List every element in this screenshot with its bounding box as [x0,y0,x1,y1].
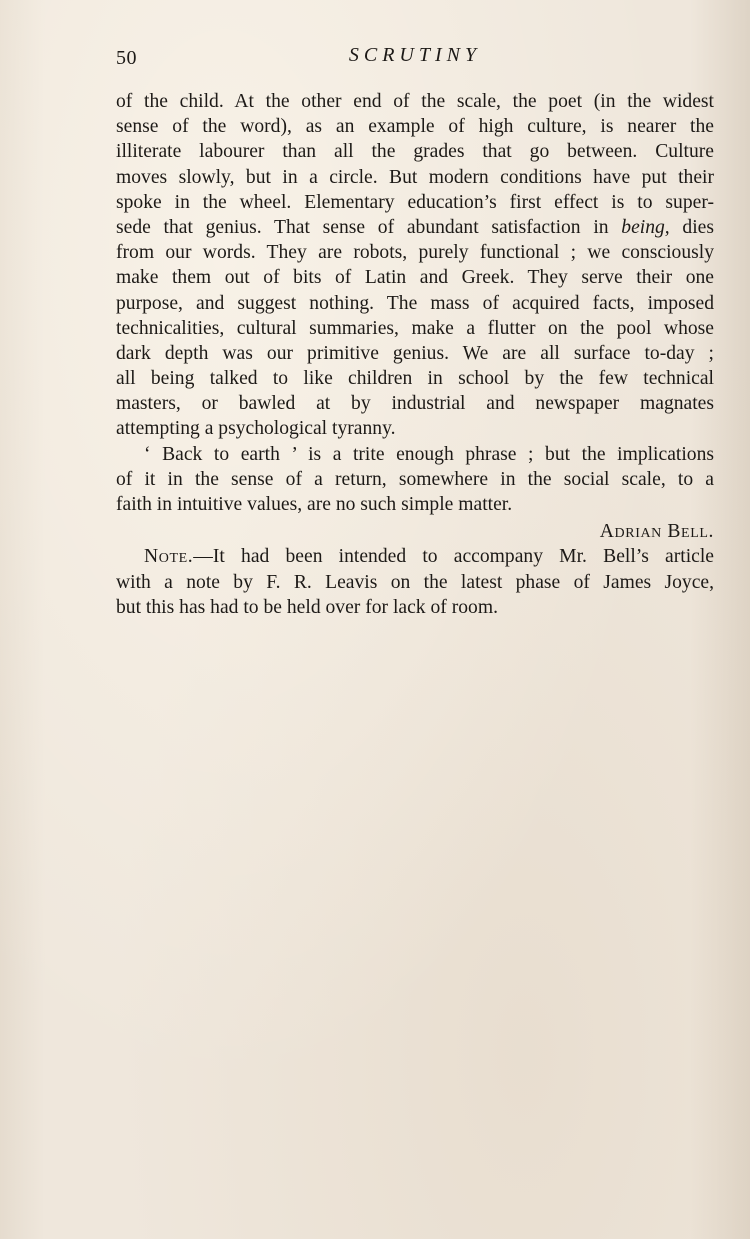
editorial-note [116,544,714,620]
text-line: ‘ Back to earth ’ is a trite enough phrase ; but the implications [144,443,714,465]
text-line: purpose, and suggest nothing. The mass of acquired facts, imposed [116,292,714,314]
italic-word: being, [621,216,670,238]
text-line: masters, or bawled at by industrial and newspaper magnates [116,393,714,415]
text-line: faith in intuitive values, are no such simple matter. [116,494,513,515]
text-line: all being talked to like children in school by the few technical [116,368,714,390]
text-line: with a note by F. R. Leavis on the latest phase of James Joyce, [116,571,714,593]
text-segment: sede that genius. That sense of abundant satisfaction in [116,216,622,238]
paragraph-back-to-earth [116,442,714,518]
text-line: sense of the word), as an example of high culture, is nearer the [116,116,714,138]
article-body [116,89,714,620]
paragraph-continuation [116,89,714,442]
text-segment: dies [669,216,714,238]
text-line [116,544,714,569]
text-line: technicalities, cultural summaries, make a flutter on the pool whose [116,317,714,339]
text-line: illiterate labourer than all the grades that go between. Culture [116,141,714,163]
text-line: spoke in the wheel. Elementary education’s first effect is to super- [116,191,714,213]
text-line: make them out of bits of Latin and Greek. They serve their one [116,267,714,289]
author-signature: Adrian Bell. [599,521,714,543]
note-label: Note. [144,546,194,568]
journal-title: SCRUTINY [348,44,482,66]
text-line: attempting a psychological tyranny. [116,418,396,440]
text-line: from our words. They are robots, purely functional ; we consciously [116,242,714,264]
running-head [116,44,714,72]
text-segment: —It had been intended to accompany Mr. Bell’s article [193,546,714,568]
text-line: moves slowly, but in a circle. But modern conditions have put their [116,166,714,188]
text-line: of the child. At the other end of the scale, the poet (in the widest [116,91,714,112]
text-line: of it in the sense of a return, somewhere in the social scale, to a [116,468,714,490]
page-number: 50 [116,47,137,69]
text-line: but this has had to be held over for lack of room. [116,596,498,618]
text-line: dark depth was our primitive genius. We are all surface to-day ; [116,342,714,364]
text-line-with-italic [116,215,714,240]
